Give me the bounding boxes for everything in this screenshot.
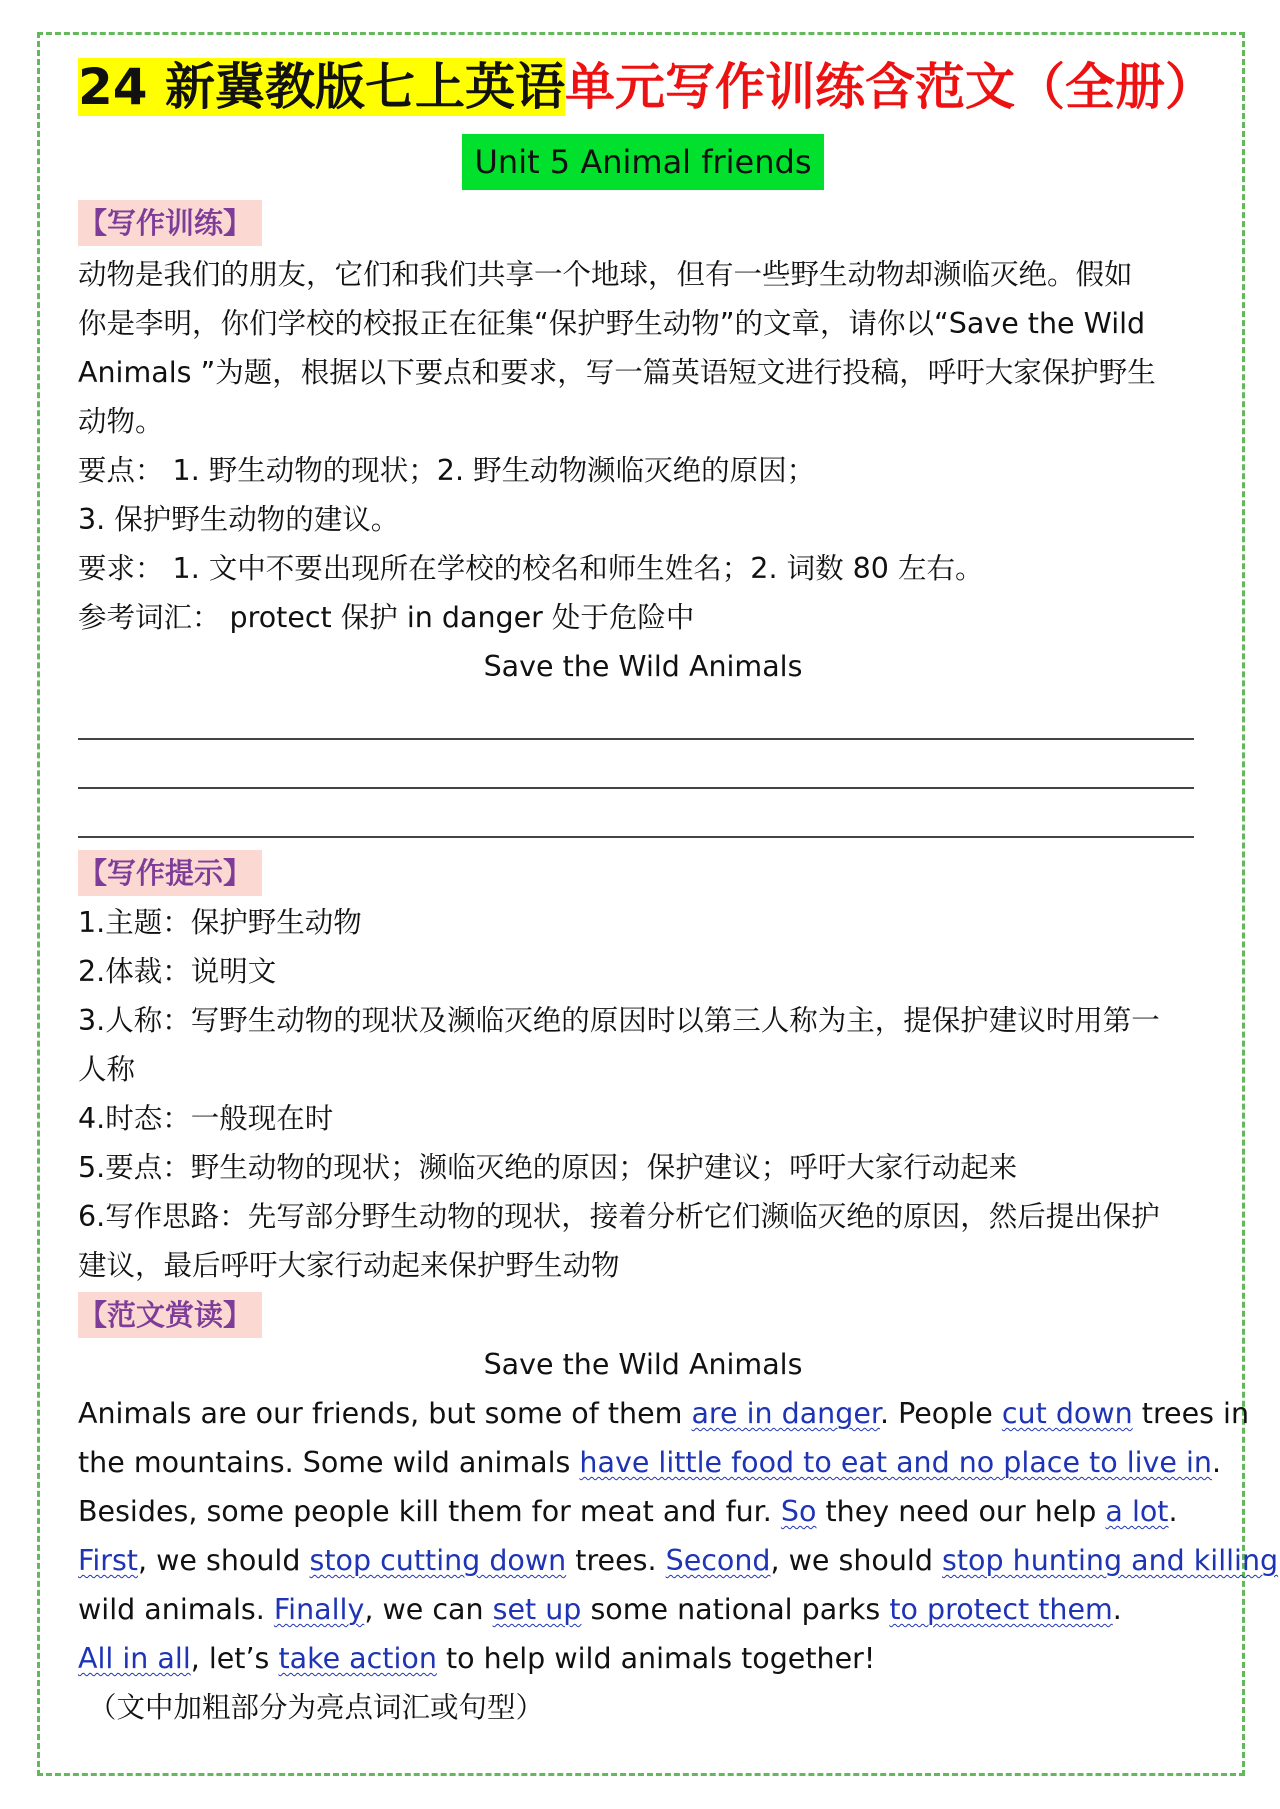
highlight-phrase: First (78, 1544, 138, 1577)
highlight-phrase: So (780, 1495, 817, 1528)
unit-row (78, 134, 1208, 190)
highlight-phrase: are in danger (691, 1397, 880, 1430)
tip-line: 人称 (78, 1053, 136, 1086)
highlight-phrase: Second (665, 1544, 771, 1577)
writing-blank-line[interactable] (78, 789, 1194, 838)
section-heading-task: 【写作训练】 (78, 200, 262, 246)
highlight-phrase: stop hunting and killing (942, 1544, 1279, 1577)
sample-section (78, 1292, 1279, 1732)
highlight-phrase: a lot (1105, 1495, 1169, 1528)
unit-label: Unit 5 Animal friends (462, 134, 823, 190)
highlight-phrase: take action (278, 1642, 437, 1675)
sample-line: Besides, some people kill them for meat and fur. So they need our help a lot. (78, 1495, 1178, 1528)
tip-line: 2.体裁：说明文 (78, 955, 277, 988)
task-line: 动物是我们的朋友，它们和我们共享一个地球，但有一些野生动物却濒临灭绝。假如 (78, 258, 1133, 291)
task-line: 要求： 1. 文中不要出现所在学校的校名和师生姓名；2. 词数 80 左右。 (78, 552, 984, 585)
tip-line: 1.主题：保护野生动物 (78, 906, 362, 939)
task-line: 动物。 (78, 405, 164, 438)
task-line: 要点： 1. 野生动物的现状；2. 野生动物濒临灭绝的原因； (78, 454, 816, 487)
highlight-phrase: stop cutting down (309, 1544, 567, 1577)
tip-line: 建议，最后呼吁大家行动起来保护野生动物 (78, 1249, 620, 1282)
sample-line: First, we should stop cutting down trees. Second, we should stop hunting and killing (78, 1544, 1279, 1577)
task-line: 你是李明，你们学校的校报正在征集“保护野生动物”的文章，请你以“Save the Wild (78, 307, 1146, 340)
document-content (78, 44, 1279, 1732)
tips-section (78, 850, 1208, 1290)
highlight-phrase: cut down (1001, 1397, 1133, 1430)
task-line: 参考词汇： protect 保护 in danger 处于危险中 (78, 601, 695, 634)
highlight-phrase: Finally (273, 1593, 365, 1626)
title-red: 单元写作训练含范文（全册） (565, 58, 1215, 116)
task-line: Animals ”为题，根据以下要点和要求，写一篇英语短文进行投稿，呼吁大家保护野生 (78, 356, 1156, 389)
title-highlight: 24 新冀教版七上英语 (78, 58, 565, 116)
sample-line: All in all, let’s take action to help wild animals together! (78, 1642, 876, 1675)
tip-line: 4.时态：一般现在时 (78, 1102, 334, 1135)
section-heading-sample: 【范文赏读】 (78, 1292, 262, 1338)
sample-line: wild animals. Finally, we can set up some national parks to protect them. (78, 1593, 1122, 1626)
section-heading-tips: 【写作提示】 (78, 850, 262, 896)
tip-line: 5.要点：野生动物的现状；濒临灭绝的原因；保护建议；呼吁大家行动起来 (78, 1151, 1018, 1184)
highlight-phrase: have little food to eat and no place to live in (579, 1446, 1212, 1479)
tip-line: 3.人称：写野生动物的现状及濒临灭绝的原因时以第三人称为主，提保护建议时用第一 (78, 1004, 1160, 1037)
tip-line: 6.写作思路：先写部分野生动物的现状，接着分析它们濒临灭绝的原因，然后提出保护 (78, 1200, 1160, 1233)
essay-title: Save the Wild Animals (483, 650, 803, 683)
task-line: 3. 保护野生动物的建议。 (78, 503, 400, 536)
sample-line: Animals are our friends, but some of them are in danger. People cut down trees in (78, 1397, 1250, 1430)
highlight-phrase: to protect them (889, 1593, 1113, 1626)
sample-title: Save the Wild Animals (483, 1348, 803, 1381)
page-title (78, 44, 1215, 130)
writing-blank-line[interactable] (78, 740, 1194, 789)
writing-blank-line[interactable] (78, 691, 1194, 740)
highlight-phrase: All in all (78, 1642, 191, 1675)
highlight-phrase: set up (492, 1593, 582, 1626)
sample-line: the mountains. Some wild animals have little food to eat and no place to live in. (78, 1446, 1222, 1479)
task-section (78, 200, 1208, 838)
sample-note: （文中加粗部分为亮点词汇或句型） (88, 1691, 545, 1724)
